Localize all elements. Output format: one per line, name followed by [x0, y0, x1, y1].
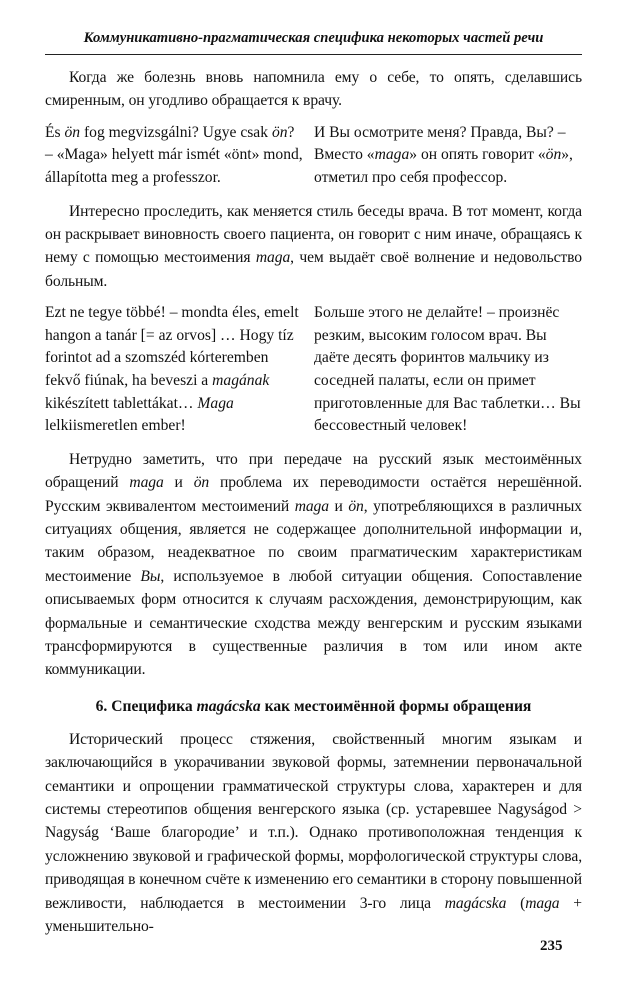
example-1-russian: И Вы осмотрите меня? Правда, Вы? – Вместо «maga» он опять говорит «ön», отметил про себя профессор. — [314, 123, 573, 186]
example-1 — [45, 122, 582, 190]
paragraph-2: Интересно проследить, как меняется стиль беседы врача. В тот момент, когда он раскрывает виновность своего пациента, он говорит с ним иначе, обращаясь к нему с помощью местоимения maga, чем выдаёт своё волнение и недовольство больным. — [45, 202, 583, 290]
example-2-hungarian: Ezt ne tegye többé! – mondta éles, emelt hangon a tanár [= az orvos] … Hogy tíz forintot ad a szomszéd kórteremben fekvő fiúnak, ha beveszi a magának kikészített tablettákat… Maga lelkiismeretlen ember! — [45, 304, 299, 435]
paragraph-4: Исторический процесс стяжения, свойственный многим языкам и заключающийся в укорачивании звуковой формы, затемнении первоначальной семантики и опрощении грамматической структуры слова, характерен и для системы стереотипов общения венгерского языка (ср. устаревшее Nagyságod > Nagyság ‘Ваше благородие’ и т.п.). Однако противоположная тенденция к усложнению звуковой и графической формы, морфологической структуры слова, приводящая в конечном счёте к изменению его семантики в сторону повышенной вежливости, наблюдается в местоимении 3-го лица magácska (maga + уменьшительно- — [45, 730, 582, 936]
section-title: 6. Специфика magácska как местоимённой формы обращения — [95, 697, 532, 715]
paragraph-1: Когда же болезнь вновь напомнила ему о себе, то опять, сделавшись смиренным, он угодливо обращается к врачу. — [45, 69, 582, 110]
paragraph-3: Нетрудно заметить, что при передаче на русский язык местоимённых обращений maga и ön проблема их переводимости остаётся нерешённой. Русским эквивалентом местоимений maga и ön, употребляющихся в различных ситуациях общения, является не содержащее дополнительной информации и, таким образом, неадекватное по своим прагматическим характеристикам местоимение Вы, используемое в любой ситуации общения. Сопоставление описываемых форм относится к случаям расхождения, демонстрирующим, как формальные и семантические сходства между венгерским и русским языками трансформируются в существенные различия в том или ином акте коммуникации. — [45, 450, 583, 679]
book-page — [45, 28, 582, 939]
example-2-russian: Больше этого не делайте! – произнёс резким, высоким голосом врач. Вы даёте десять форинтов мальчику из соседней палаты, если он примет приготовленные для Вас таблетки… Вы бессовестный человек! — [314, 304, 581, 435]
example-2 — [45, 302, 582, 438]
running-header: Коммуникативно-прагматическая специфика некоторых частей речи — [45, 28, 582, 55]
example-1-hungarian: És ön fog megvizsgálni? Ugye csak ön? – «Maga» helyett már ismét «önt» mond, állapította meg a professzor. — [45, 123, 303, 186]
page-number: 235 — [540, 938, 563, 954]
